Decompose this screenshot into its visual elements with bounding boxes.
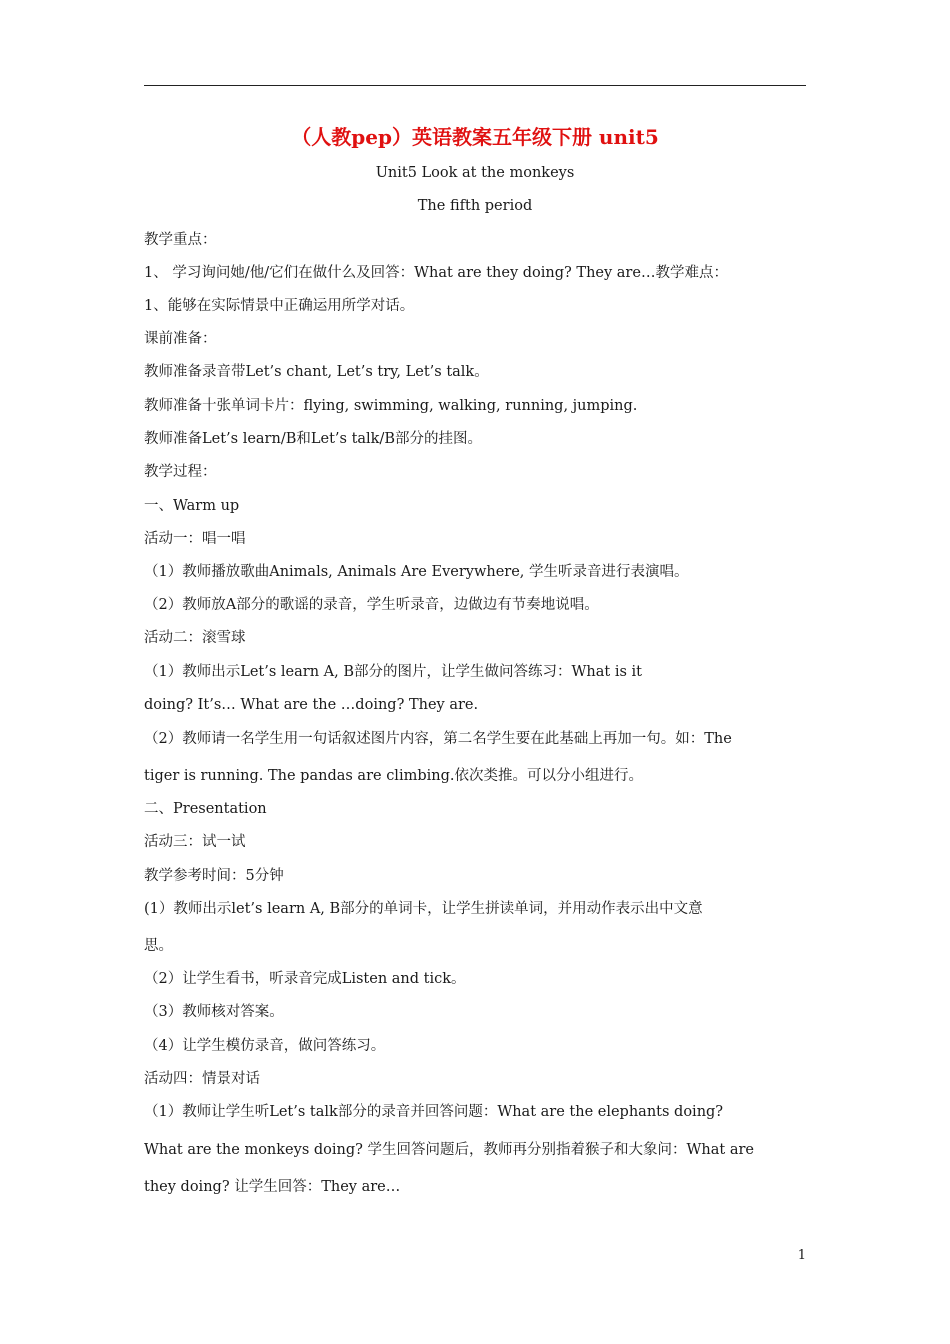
text-line: 思。 bbox=[144, 938, 173, 954]
text-line: 教学重点： bbox=[144, 232, 217, 248]
text-line: 一、Warm up bbox=[144, 498, 240, 514]
text-line: （1）教师出示Let’s learn A, B部分的图片，让学生做问答练习：What is it bbox=[144, 664, 642, 680]
text-line: What are the monkeys doing? 学生回答问题后，教师再分别指着猴子和大象问：What are bbox=[144, 1142, 755, 1158]
text-line: 教学过程： bbox=[144, 464, 217, 480]
text-line: 教师准备录音带Let’s chant, Let’s try, Let’s talk。 bbox=[144, 364, 489, 380]
text-line: （2）让学生看书，听录音完成Listen and tick。 bbox=[144, 971, 466, 987]
text-line: 活动二：滚雪球 bbox=[144, 630, 246, 646]
text-line: 1、能够在实际情景中正确运用所学对话。 bbox=[144, 298, 415, 314]
period-subtitle: The fifth period bbox=[417, 198, 533, 214]
header-rule bbox=[144, 85, 806, 86]
text-line: 活动四：情景对话 bbox=[144, 1071, 260, 1087]
text-line: 教学参考时间：5分钟 bbox=[144, 868, 284, 884]
text-line: （4）让学生模仿录音，做问答练习。 bbox=[144, 1038, 386, 1054]
unit-subtitle: Unit5 Look at the monkeys bbox=[375, 165, 575, 181]
text-line: 1、 学习询问她/他/它们在做什么及回答：What are they doing? They are…教学难点： bbox=[144, 265, 728, 281]
text-line: （3）教师核对答案。 bbox=[144, 1004, 284, 1020]
page-number: 1 bbox=[797, 1248, 806, 1263]
document-title: （人教pep）英语教案五年级下册 unit5 bbox=[291, 125, 659, 149]
text-line: 二、Presentation bbox=[144, 801, 267, 817]
text-line: (1）教师出示let’s learn A, B部分的单词卡，让学生拼读单词，并用动作表示出中文意 bbox=[144, 901, 703, 917]
text-line: tiger is running. The pandas are climbing.依次类推。可以分小组进行。 bbox=[144, 768, 643, 784]
text-line: （1）教师播放歌曲Animals, Animals Are Everywhere, 学生听录音进行表演唱。 bbox=[144, 564, 689, 580]
text-line: （2）教师请一名学生用一句话叙述图片内容，第二名学生要在此基础上再加一句。如：The bbox=[144, 731, 732, 747]
text-line: 课前准备： bbox=[144, 331, 217, 347]
text-line: 教师准备十张单词卡片：flying, swimming, walking, running, jumping. bbox=[144, 398, 638, 414]
text-line: （1）教师让学生听Let’s talk部分的录音并回答问题：What are the elephants doing? bbox=[144, 1104, 724, 1120]
text-line: doing? It’s… What are the …doing? They are. bbox=[144, 697, 479, 713]
text-line: 教师准备Let’s learn/B和Let’s talk/B部分的挂图。 bbox=[144, 431, 483, 447]
text-line: they doing? 让学生回答：They are… bbox=[144, 1179, 401, 1195]
text-line: （2）教师放A部分的歌谣的录音，学生听录音，边做边有节奏地说唱。 bbox=[144, 597, 599, 613]
text-line: 活动三：试一试 bbox=[144, 834, 246, 850]
text-line: 活动一：唱一唱 bbox=[144, 531, 246, 547]
